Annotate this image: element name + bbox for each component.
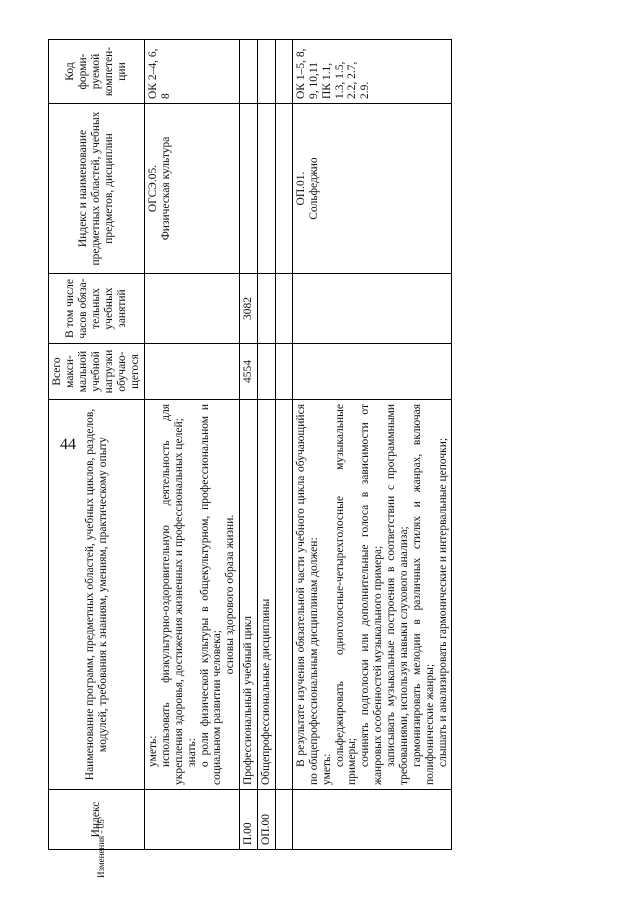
header-total: Всего максимальной учебной нагрузки обучающегося xyxy=(49,344,145,400)
solf-index-cell xyxy=(292,790,452,850)
table-row-prof xyxy=(240,40,258,850)
solf-line: В результате изучения обязательной части учебного цикла обучающийся по общепрофессиональным дисциплинам должен: xyxy=(294,404,320,785)
solf-competence-cell: ОК 1–5, 8, 9, 10,11 ПК 1.1, 1.3, 1.5, 2.2, 2.7, 2.9. xyxy=(292,40,452,104)
op-index: ОП.00 xyxy=(258,790,276,850)
op-total xyxy=(258,344,276,400)
solf-line: сольфеджировать одноголосные-четырехголосные музыкальные примеры; xyxy=(333,404,359,785)
page-number: 44 xyxy=(60,436,76,453)
table-row-pe xyxy=(145,40,240,850)
header-discipline: Индекс и наименование предметных областей, учебных предметов, дисциплин xyxy=(49,104,145,274)
solf-line: гармонизировать мелодии в различных стилях и жанрах, включая полифонические жанры; xyxy=(410,404,436,785)
pe-line: использовать физкультурно-оздоровительную деятельность для укрепления здоровья, достижения жизненных и профессиональных целей; xyxy=(159,404,185,785)
header-hours: В том числе часов обязательных учебных занятий xyxy=(49,274,145,344)
solf-discipline-code: ОП.01. xyxy=(294,171,307,206)
prof-index: П.00 xyxy=(240,790,258,850)
solf-line: слышать и анализировать гармонические и интервальные цепочки; xyxy=(436,437,449,767)
pe-line: знать: xyxy=(185,738,198,767)
solf-line: записывать музыкальные построения в соответствии с программными требованиями, используя навыки слухового анализа; xyxy=(385,404,410,785)
pe-hours-cell xyxy=(145,274,240,344)
solf-total-cell xyxy=(292,344,452,400)
rotated-table-wrapper xyxy=(48,40,603,850)
solf-line: сочинять подголоски или дополнительные голоса в зависимости от жанровых особенностей музыкального примера; xyxy=(359,404,385,785)
prof-total: 4554 xyxy=(240,344,258,400)
table-row-empty xyxy=(275,40,292,850)
pe-discipline-name: Физическая культура xyxy=(159,136,172,241)
footer-note: Изменения - 05 xyxy=(96,819,106,878)
header-competence: Код формируемой компетенции xyxy=(49,40,145,104)
pe-discipline-code: ОГСЭ.05. xyxy=(147,164,159,213)
header-name: Наименование программ, предметных областей, учебных циклов, разделов, модулей, требования к знаниям, умениям, практическому опыту xyxy=(49,400,145,790)
prof-competence xyxy=(240,40,258,104)
op-discipline xyxy=(258,104,276,274)
curriculum-table xyxy=(48,39,452,850)
pe-discipline-cell xyxy=(145,104,240,274)
pe-total-cell xyxy=(145,344,240,400)
header-row xyxy=(49,40,145,850)
solf-hours-cell xyxy=(292,274,452,344)
table-row-solfeggio xyxy=(292,40,452,850)
pe-line: основы здорового образа жизни. xyxy=(224,514,237,675)
prof-name: Профессиональный учебный цикл xyxy=(240,400,258,790)
pe-line: уметь: xyxy=(147,735,159,767)
table-row-op xyxy=(258,40,276,850)
solf-line: уметь: xyxy=(320,753,333,785)
op-name: Общепрофессиональные дисциплины xyxy=(258,400,276,790)
solf-discipline-name: Сольфеджио xyxy=(307,157,320,220)
solf-requirements-cell xyxy=(292,400,452,790)
op-competence xyxy=(258,40,276,104)
pe-competence-cell: ОК 2–4, 6, 8 xyxy=(145,40,240,104)
pe-index-cell xyxy=(145,790,240,850)
prof-discipline xyxy=(240,104,258,274)
pe-line: о роли физической культуры в общекультурном, профессиональном и социальном развитии человека; xyxy=(198,404,224,785)
prof-hours: 3082 xyxy=(240,274,258,344)
solf-discipline-cell xyxy=(292,104,452,274)
pe-requirements-cell xyxy=(145,400,240,790)
op-hours xyxy=(258,274,276,344)
header-index: Индекс xyxy=(49,790,145,850)
